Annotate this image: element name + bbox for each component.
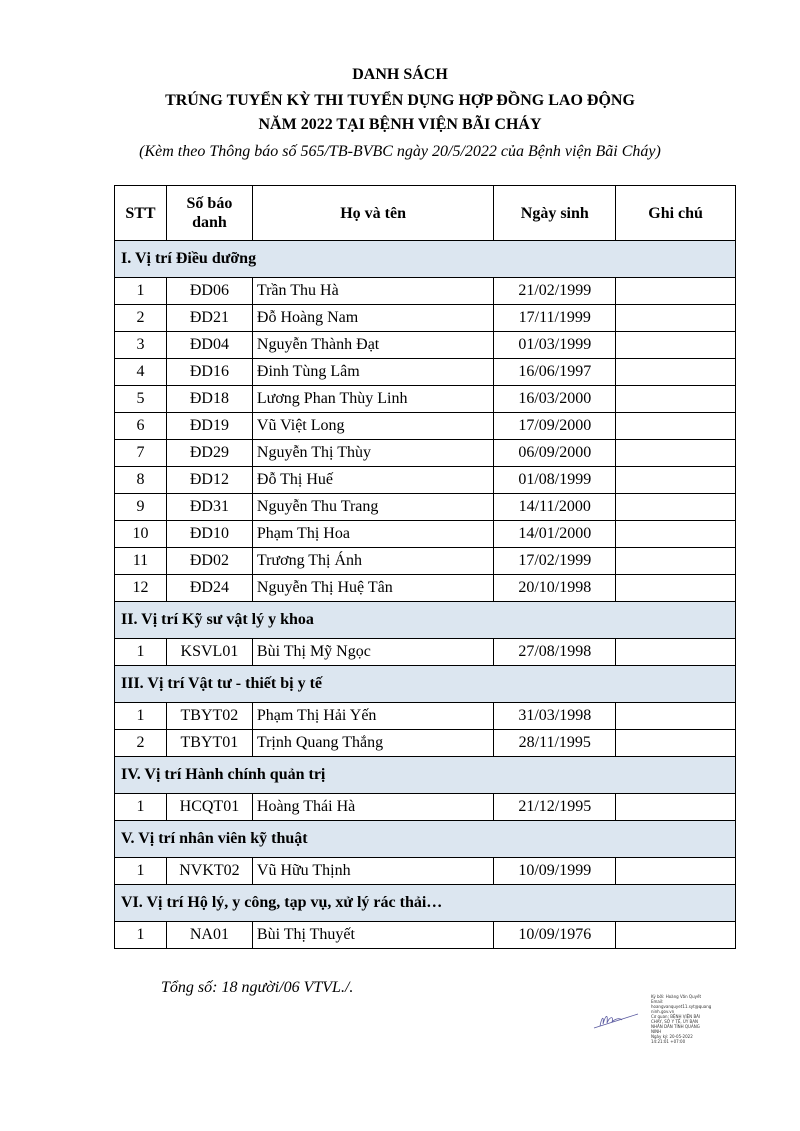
table-row <box>115 359 736 386</box>
cell-stt: 10 <box>115 521 167 548</box>
cell-note <box>616 703 736 730</box>
doc-title-line2: TRÚNG TUYỂN KỲ THI TUYỂN DỤNG HỢP ĐỒNG LAO ĐỘNG <box>165 92 635 109</box>
cell-date-of-birth: 28/11/1995 <box>494 730 616 757</box>
table-row <box>115 440 736 467</box>
cell-candidate-number: ĐD10 <box>166 521 252 548</box>
cell-candidate-number: TBYT02 <box>166 703 252 730</box>
col-header-stt: STT <box>115 186 167 241</box>
cell-note <box>616 305 736 332</box>
cell-candidate-number: HCQT01 <box>166 794 252 821</box>
cell-candidate-number: ĐD04 <box>166 332 252 359</box>
cell-full-name: Bùi Thị Mỹ Ngọc <box>252 639 493 666</box>
cell-full-name: Vũ Việt Long <box>252 413 493 440</box>
cell-note <box>616 440 736 467</box>
doc-subtitle: (Kèm theo Thông báo số 565/TB-BVBC ngày 20/5/2022 của Bệnh viện Bãi Cháy) <box>139 143 661 160</box>
total-count: Tổng số: 18 người/06 VTVL./. <box>161 979 354 996</box>
cell-stt: 2 <box>115 730 167 757</box>
digital-signature-info: Ký bởi: Hoàng Văn Quyết Email: hoangvanquyet11.syt@quang ninh.gov.vn Cơ quan: BỆNH VIỆN BÃI CHÁY, SỞ Y TẾ, ỦY BAN NHÂN DÂN TỈNH QUẢNG NINH Ngày ký: 20-05-2022 14:21:01 +07:00 <box>651 994 712 1044</box>
cell-stt: 1 <box>115 703 167 730</box>
cell-date-of-birth: 06/09/2000 <box>494 440 616 467</box>
cell-full-name: Nguyễn Thị Huệ Tân <box>252 575 493 602</box>
cell-note <box>616 548 736 575</box>
cell-candidate-number: ĐD21 <box>166 305 252 332</box>
section-title: VI. Vị trí Hộ lý, y công, tạp vụ, xử lý rác thải… <box>115 885 736 922</box>
cell-candidate-number: ĐD18 <box>166 386 252 413</box>
cell-date-of-birth: 10/09/1999 <box>494 858 616 885</box>
cell-full-name: Đỗ Thị Huế <box>252 467 493 494</box>
cell-date-of-birth: 14/01/2000 <box>494 521 616 548</box>
cell-full-name: Đinh Tùng Lâm <box>252 359 493 386</box>
cell-stt: 5 <box>115 386 167 413</box>
cell-stt: 7 <box>115 440 167 467</box>
cell-note <box>616 332 736 359</box>
table-body <box>115 241 736 949</box>
col-header-dob: Ngày sinh <box>494 186 616 241</box>
table-row <box>115 305 736 332</box>
cell-full-name: Phạm Thị Hải Yến <box>252 703 493 730</box>
table-row <box>115 278 736 305</box>
cell-stt: 1 <box>115 922 167 949</box>
cell-full-name: Lương Phan Thùy Linh <box>252 386 493 413</box>
section-row <box>115 821 736 858</box>
cell-candidate-number: ĐD12 <box>166 467 252 494</box>
table-row <box>115 332 736 359</box>
cell-candidate-number: NVKT02 <box>166 858 252 885</box>
table-row <box>115 922 736 949</box>
cell-note <box>616 413 736 440</box>
col-header-note: Ghi chú <box>616 186 736 241</box>
cell-full-name: Hoàng Thái Hà <box>252 794 493 821</box>
signature-mark <box>592 1006 644 1032</box>
cell-date-of-birth: 27/08/1998 <box>494 639 616 666</box>
col-header-sbd-line2: danh <box>192 214 227 231</box>
cell-date-of-birth: 21/12/1995 <box>494 794 616 821</box>
cell-date-of-birth: 17/02/1999 <box>494 548 616 575</box>
cell-note <box>616 467 736 494</box>
table-row <box>115 575 736 602</box>
cell-date-of-birth: 16/06/1997 <box>494 359 616 386</box>
cell-date-of-birth: 31/03/1998 <box>494 703 616 730</box>
table-row <box>115 730 736 757</box>
cell-date-of-birth: 10/09/1976 <box>494 922 616 949</box>
cell-note <box>616 521 736 548</box>
cell-full-name: Trương Thị Ánh <box>252 548 493 575</box>
cell-candidate-number: ĐD19 <box>166 413 252 440</box>
doc-title-line3: NĂM 2022 TẠI BỆNH VIỆN BÃI CHÁY <box>258 116 542 133</box>
cell-date-of-birth: 21/02/1999 <box>494 278 616 305</box>
cell-date-of-birth: 17/09/2000 <box>494 413 616 440</box>
table-row <box>115 467 736 494</box>
cell-full-name: Đỗ Hoàng Nam <box>252 305 493 332</box>
cell-note <box>616 359 736 386</box>
cell-note <box>616 386 736 413</box>
table-row <box>115 521 736 548</box>
cell-stt: 11 <box>115 548 167 575</box>
cell-date-of-birth: 01/03/1999 <box>494 332 616 359</box>
cell-stt: 8 <box>115 467 167 494</box>
cell-candidate-number: NA01 <box>166 922 252 949</box>
table-row <box>115 858 736 885</box>
cell-stt: 1 <box>115 794 167 821</box>
doc-title-line1: DANH SÁCH <box>352 66 448 83</box>
cell-full-name: Trịnh Quang Thắng <box>252 730 493 757</box>
cell-candidate-number: ĐD29 <box>166 440 252 467</box>
section-title: V. Vị trí nhân viên kỹ thuật <box>115 821 736 858</box>
cell-stt: 1 <box>115 278 167 305</box>
section-title: I. Vị trí Điều dưỡng <box>115 241 736 278</box>
cell-full-name: Trần Thu Hà <box>252 278 493 305</box>
cell-full-name: Nguyễn Thành Đạt <box>252 332 493 359</box>
cell-note <box>616 575 736 602</box>
cell-full-name: Vũ Hữu Thịnh <box>252 858 493 885</box>
cell-stt: 2 <box>115 305 167 332</box>
cell-note <box>616 858 736 885</box>
section-title: IV. Vị trí Hành chính quản trị <box>115 757 736 794</box>
cell-date-of-birth: 14/11/2000 <box>494 494 616 521</box>
cell-date-of-birth: 01/08/1999 <box>494 467 616 494</box>
cell-date-of-birth: 20/10/1998 <box>494 575 616 602</box>
section-title: III. Vị trí Vật tư - thiết bị y tế <box>115 666 736 703</box>
cell-candidate-number: ĐD31 <box>166 494 252 521</box>
table-row <box>115 639 736 666</box>
cell-stt: 3 <box>115 332 167 359</box>
section-row <box>115 666 736 703</box>
cell-full-name: Nguyễn Thu Trang <box>252 494 493 521</box>
cell-candidate-number: ĐD06 <box>166 278 252 305</box>
cell-stt: 9 <box>115 494 167 521</box>
table-header-row <box>115 186 736 241</box>
cell-date-of-birth: 17/11/1999 <box>494 305 616 332</box>
cell-note <box>616 730 736 757</box>
cell-note <box>616 794 736 821</box>
col-header-sbd <box>166 186 252 241</box>
section-row <box>115 602 736 639</box>
table-row <box>115 494 736 521</box>
section-row <box>115 757 736 794</box>
cell-note <box>616 922 736 949</box>
cell-full-name: Bùi Thị Thuyết <box>252 922 493 949</box>
section-row <box>115 885 736 922</box>
cell-stt: 12 <box>115 575 167 602</box>
section-row <box>115 241 736 278</box>
table-row <box>115 413 736 440</box>
cell-candidate-number: ĐD02 <box>166 548 252 575</box>
cell-note <box>616 639 736 666</box>
cell-candidate-number: KSVL01 <box>166 639 252 666</box>
col-header-sbd-line1: Số báo <box>186 195 233 212</box>
section-title: II. Vị trí Kỹ sư vật lý y khoa <box>115 602 736 639</box>
cell-stt: 1 <box>115 639 167 666</box>
cell-full-name: Nguyễn Thị Thùy <box>252 440 493 467</box>
table-row <box>115 548 736 575</box>
cell-date-of-birth: 16/03/2000 <box>494 386 616 413</box>
cell-stt: 6 <box>115 413 167 440</box>
cell-stt: 4 <box>115 359 167 386</box>
table-row <box>115 386 736 413</box>
cell-candidate-number: ĐD16 <box>166 359 252 386</box>
table-row <box>115 703 736 730</box>
cell-full-name: Phạm Thị Hoa <box>252 521 493 548</box>
cell-note <box>616 278 736 305</box>
table-row <box>115 794 736 821</box>
col-header-name: Họ và tên <box>252 186 493 241</box>
cell-note <box>616 494 736 521</box>
cell-candidate-number: ĐD24 <box>166 575 252 602</box>
cell-candidate-number: TBYT01 <box>166 730 252 757</box>
cell-stt: 1 <box>115 858 167 885</box>
candidate-table <box>114 185 736 949</box>
